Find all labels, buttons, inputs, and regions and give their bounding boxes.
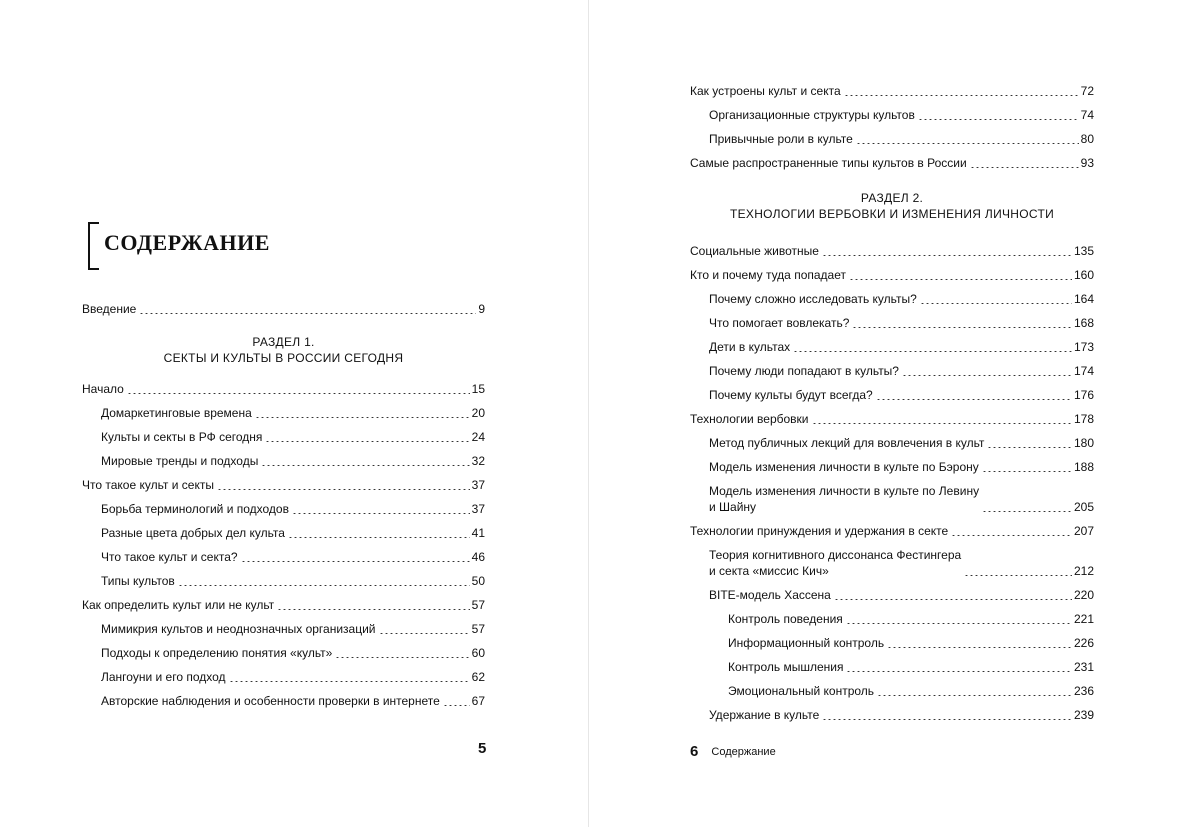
page-number: 5	[478, 740, 487, 757]
toc-entry-title: Начало	[82, 382, 124, 396]
toc-page-number: 174	[1073, 364, 1094, 378]
toc-entry[interactable]	[690, 334, 1094, 358]
toc-page-number: 37	[471, 478, 485, 492]
toc-entry[interactable]	[82, 544, 485, 568]
toc-page-number: 178	[1073, 412, 1094, 426]
toc-page-number: 226	[1073, 636, 1094, 650]
dot-leader	[844, 95, 1079, 96]
dot-leader	[335, 657, 469, 658]
dot-leader	[793, 351, 1072, 352]
toc-page-number: 72	[1080, 84, 1094, 98]
toc-entry[interactable]	[690, 678, 1094, 702]
toc-entry-title	[709, 547, 961, 579]
toc-page-number: 93	[1080, 156, 1094, 170]
dot-leader	[822, 255, 1072, 256]
right-page	[589, 0, 1177, 827]
toc-entry[interactable]	[690, 126, 1094, 150]
dot-leader	[982, 511, 1072, 512]
toc-entry[interactable]	[690, 542, 1094, 582]
toc-page-number: 60	[471, 646, 485, 660]
toc-right	[690, 78, 1094, 726]
dot-leader	[217, 489, 470, 490]
toc-page-number: 176	[1073, 388, 1094, 402]
page-number: 6	[690, 743, 699, 760]
dot-leader	[856, 143, 1079, 144]
toc-entry-title: Контроль мышления	[728, 660, 844, 674]
section-title-line: РАЗДЕЛ 1.	[252, 335, 315, 349]
toc-left	[82, 296, 485, 712]
toc-page-number: 180	[1073, 436, 1094, 450]
toc-page-number: 160	[1073, 268, 1094, 282]
dot-leader	[964, 575, 1072, 576]
dot-leader	[876, 399, 1072, 400]
toc-entry[interactable]	[82, 472, 485, 496]
toc-entry-title: Мимикрия культов и неоднозначных организаций	[101, 622, 376, 636]
toc-page-number: 20	[471, 406, 485, 420]
toc-entry-title: Домаркетинговые времена	[101, 406, 252, 420]
toc-page-number: 80	[1080, 132, 1094, 146]
toc-entry-title: Лангоуни и его подход	[101, 670, 226, 684]
dot-leader	[846, 623, 1072, 624]
toc-entry[interactable]	[690, 478, 1094, 518]
dot-leader	[255, 417, 470, 418]
toc-page-number: 41	[471, 526, 485, 540]
toc-page-number: 220	[1073, 588, 1094, 602]
toc-entry[interactable]	[690, 286, 1094, 310]
dot-leader	[951, 535, 1072, 536]
toc-entry-title: Дети в культах	[709, 340, 791, 354]
section-header	[680, 174, 1104, 238]
toc-entry-title: Социальные животные	[690, 244, 819, 258]
dot-leader	[877, 695, 1072, 696]
toc-page-number: 135	[1073, 244, 1094, 258]
toc-entry-title: Кто и почему туда попадает	[690, 268, 846, 282]
toc-entry[interactable]	[690, 358, 1094, 382]
toc-entry-title: Борьба терминологий и подходов	[101, 502, 289, 516]
dot-leader	[265, 441, 469, 442]
toc-entry-title: Почему люди попадают в культы?	[709, 364, 899, 378]
section-title-line: ТЕХНОЛОГИИ ВЕРБОВКИ И ИЗМЕНЕНИЯ ЛИЧНОСТИ	[729, 207, 1055, 221]
dot-leader	[834, 599, 1072, 600]
toc-entry-title: Что такое культ и секта?	[101, 550, 238, 564]
toc-page-number: 239	[1073, 708, 1094, 722]
toc-entry-title: Технологии принуждения и удержания в секте	[690, 524, 949, 538]
toc-entry[interactable]	[690, 150, 1094, 174]
toc-entry-title: Метод публичных лекций для вовлечения в культ	[709, 436, 985, 450]
toc-entry[interactable]	[690, 702, 1094, 726]
toc-entry-title: Эмоциональный контроль	[728, 684, 875, 698]
toc-page-number: 168	[1073, 316, 1094, 330]
toc-page-number: 212	[1073, 564, 1094, 578]
toc-entry[interactable]	[690, 262, 1094, 286]
toc-entry-title: Что такое культ и секты	[82, 478, 214, 492]
toc-page-number: 173	[1073, 340, 1094, 354]
toc-entry-title: Как определить культ или не культ	[82, 598, 275, 612]
toc-entry-title: Что помогает вовлекать?	[709, 316, 850, 330]
toc-entry-title-line: Модель изменения личности в культе по Левину	[709, 484, 980, 498]
toc-entry[interactable]	[690, 238, 1094, 262]
toc-page-number: 32	[471, 454, 485, 468]
dot-leader	[822, 719, 1072, 720]
toc-page-number: 221	[1073, 612, 1094, 626]
toc-entry[interactable]	[82, 448, 485, 472]
toc-entry-title: Модель изменения личности в культе по Бэрону	[709, 460, 979, 474]
toc-entry-title-line: и секта «миссис Кич»	[709, 564, 829, 578]
toc-page-number: 67	[471, 694, 485, 708]
toc-page-number: 15	[471, 382, 485, 396]
toc-entry[interactable]	[690, 430, 1094, 454]
toc-entry-title: Мировые тренды и подходы	[101, 454, 259, 468]
toc-page-number: 207	[1073, 524, 1094, 538]
toc-entry-title: Культы и секты в РФ сегодня	[101, 430, 263, 444]
dot-leader	[902, 375, 1072, 376]
toc-entry[interactable]	[82, 688, 485, 712]
dot-leader	[852, 327, 1072, 328]
section-header	[82, 320, 485, 376]
toc-page-number: 236	[1073, 684, 1094, 698]
toc-entry-title: Контроль поведения	[728, 612, 843, 626]
toc-entry[interactable]	[82, 640, 485, 664]
section-title-line: РАЗДЕЛ 2.	[860, 191, 924, 205]
toc-page-number: 188	[1073, 460, 1094, 474]
toc-page-number: 37	[471, 502, 485, 516]
dot-leader	[127, 393, 470, 394]
toc-entry[interactable]	[82, 296, 485, 320]
dot-leader	[982, 471, 1072, 472]
toc-entry-title: Организационные структуры культов	[709, 108, 915, 122]
dot-leader	[987, 447, 1072, 448]
toc-entry-title: Информационный контроль	[728, 636, 885, 650]
toc-page-number: 62	[471, 670, 485, 684]
toc-entry-title-line: и Шайну	[709, 500, 757, 514]
dot-leader	[443, 705, 470, 706]
toc-page-number: 50	[471, 574, 485, 588]
toc-entry[interactable]	[690, 630, 1094, 654]
dot-leader	[970, 167, 1079, 168]
dot-leader	[379, 633, 470, 634]
dot-leader	[812, 423, 1072, 424]
dot-leader	[288, 537, 470, 538]
toc-entry[interactable]	[690, 78, 1094, 102]
bracket-mark	[88, 222, 99, 270]
toc-entry-title: Почему культы будут всегда?	[709, 388, 873, 402]
dot-leader	[139, 313, 476, 314]
toc-page-number: 205	[1073, 500, 1094, 514]
toc-entry[interactable]	[82, 568, 485, 592]
toc-entry[interactable]	[690, 310, 1094, 334]
toc-entry-title-line: Теория когнитивного диссонанса Фестингера	[709, 548, 962, 562]
toc-entry[interactable]	[82, 496, 485, 520]
toc-page-number: 9	[478, 302, 485, 316]
dot-leader	[846, 671, 1072, 672]
toc-entry-title: Подходы к определению понятия «культ»	[101, 646, 333, 660]
toc-page-number: 74	[1080, 108, 1094, 122]
toc-entry[interactable]	[690, 454, 1094, 478]
dot-leader	[261, 465, 469, 466]
toc-entry-title: Типы культов	[101, 574, 175, 588]
dot-leader	[277, 609, 469, 610]
toc-entry-title: BITE-модель Хассена	[709, 588, 831, 602]
toc-entry-title: Введение	[82, 302, 137, 316]
toc-page-number: 46	[471, 550, 485, 564]
toc-page-number: 57	[471, 622, 485, 636]
dot-leader	[178, 585, 470, 586]
toc-entry-title: Самые распространенные типы культов в России	[690, 156, 967, 170]
toc-entry-title: Разные цвета добрых дел культа	[101, 526, 285, 540]
toc-entry-title	[709, 483, 979, 515]
toc-entry[interactable]	[82, 592, 485, 616]
toc-entry[interactable]	[82, 376, 485, 400]
toc-entry[interactable]	[82, 616, 485, 640]
toc-page-number: 57	[471, 598, 485, 612]
dot-leader	[849, 279, 1072, 280]
toc-entry[interactable]	[690, 654, 1094, 678]
toc-entry[interactable]	[82, 424, 485, 448]
toc-page-number: 231	[1073, 660, 1094, 674]
toc-entry-title: Почему сложно исследовать культы?	[709, 292, 917, 306]
running-title: Содержание	[711, 746, 776, 758]
toc-entry[interactable]	[690, 606, 1094, 630]
toc-entry-title: Привычные роли в культе	[709, 132, 853, 146]
dot-leader	[292, 513, 470, 514]
dot-leader	[887, 647, 1072, 648]
toc-entry[interactable]	[690, 582, 1094, 606]
toc-entry-title: Как устроены культ и секта	[690, 84, 841, 98]
section-title-line: СЕКТЫ И КУЛЬТЫ В РОССИИ СЕГОДНЯ	[163, 351, 404, 365]
toc-entry-title: Удержание в культе	[709, 708, 820, 722]
dot-leader	[241, 561, 470, 562]
toc-entry[interactable]	[690, 406, 1094, 430]
toc-entry[interactable]	[82, 400, 485, 424]
toc-entry-title: Технологии вербовки	[690, 412, 809, 426]
toc-entry[interactable]	[690, 102, 1094, 126]
running-footer	[690, 743, 776, 760]
toc-entry-title: Авторские наблюдения и особенности проверки в интернете	[101, 694, 440, 708]
dot-leader	[229, 681, 470, 682]
contents-title: СОДЕРЖАНИЕ	[104, 230, 270, 255]
toc-entry[interactable]	[690, 518, 1094, 542]
dot-leader	[920, 303, 1072, 304]
toc-entry[interactable]	[82, 520, 485, 544]
dot-leader	[918, 119, 1079, 120]
toc-page-number: 24	[471, 430, 485, 444]
toc-entry[interactable]	[82, 664, 485, 688]
toc-page-number: 164	[1073, 292, 1094, 306]
toc-entry[interactable]	[690, 382, 1094, 406]
